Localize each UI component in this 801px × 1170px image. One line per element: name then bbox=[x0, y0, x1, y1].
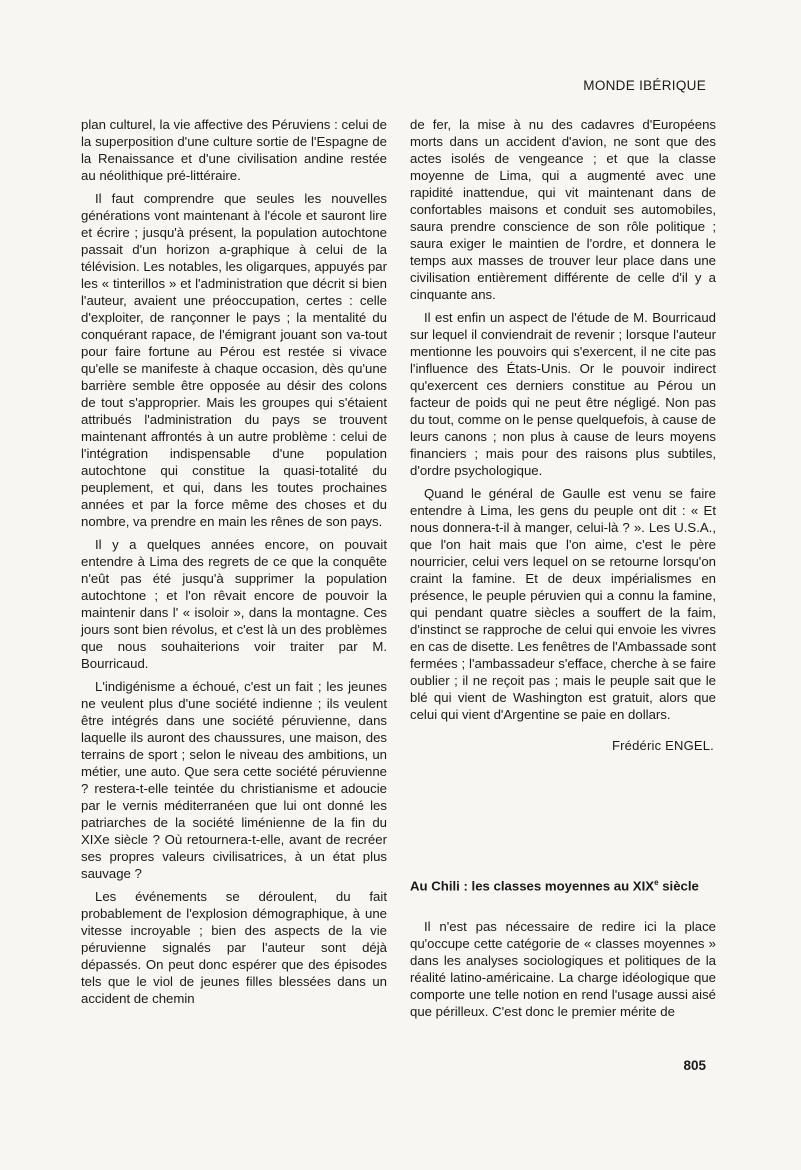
paragraph: plan culturel, la vie affective des Péruviens : celui de la superposition d'une culture sortie de l'Espagne de la Renaissance et d'une civilisation andine restée au néolithique pré-littéraire. bbox=[81, 117, 387, 183]
paragraph: Quand le général de Gaulle est venu se faire entendre à Lima, les gens du peuple ont dit : « Et nous donnera-t-il à manger, celui-là ? ». Les U.S.A., que l'on hait mais que l'on aime, c'est le père nourricier, celui vers lequel on se retourne lorsqu'on craint la famine. Et de deux impérialismes en présence, le peuple péruvien qui a connu la famine, qui pendant quatre siècles a souffert de la faim, d'instinct se rapproche de celui qui envoie les vivres en cas de disette. Les fenêtres de l'Ambassade sont fermées ; l'ambassadeur s'efface, cherche à se faire oublier ; il ne reçoit pas ; mais le peuple sait que le blé qui vient de Washington est gratuit, alors que celui qui vient d'Argentine se paie en dollars. bbox=[410, 486, 716, 722]
section-title-superscript: e bbox=[654, 878, 659, 887]
paragraph: de fer, la mise à nu des cadavres d'Européens morts dans un accident d'avion, ne sont que des actes isolés de vengeance ; et que la classe moyenne de Lima, qui a augmenté avec une rapidité inattendue, qui vit maintenant dans de confortables maisons et conduit ses automobiles, saura prendre conscience de son rôle politique ; saura exiger le maintien de l'ordre, et donnera le temps aux masses de trouver leur place dans une civilisation entièrement différente de celle d'il y a cinquante ans. bbox=[410, 117, 716, 302]
running-header: MONDE IBÉRIQUE bbox=[583, 78, 706, 93]
paragraph: Il n'est pas nécessaire de redire ici la place qu'occupe cette catégorie de « classes moyennes » dans les analyses sociologiques et politiques de la réalité latino-américaine. La charge idéologique que comporte une telle notion en rend l'usage aussi aisé que périlleux. C'est donc le premier mérite de bbox=[410, 919, 716, 1019]
paragraph: Il est enfin un aspect de l'étude de M. Bourricaud sur lequel il conviendrait de revenir ; lorsque l'auteur mentionne les pouvoirs qui s'exercent, il ne cite pas l'influence des États-Unis. Or le pouvoir indirect qu'exercent ces derniers constitue au Pérou un facteur de poids qui ne peut être négligé. Non pas du tout, comme on le pense quelquefois, à cause de leurs canons ; non plus à cause de leurs moyens financiers ; mais pour des raisons plus subtiles, d'ordre psychologique. bbox=[410, 310, 716, 478]
section-body bbox=[410, 918, 716, 1026]
paragraph: L'indigénisme a échoué, c'est un fait ; les jeunes ne veulent plus d'une société indienne ; ils veulent être intégrés dans une société péruvienne, dans laquelle ils auront des chaussures, une maison, des terrains de sport ; selon le niveau des ambitions, un métier, une auto. Que sera cette société péruvienne ? restera-t-elle teintée du christianisme et adoucie par le vernis méditerranéen que lui ont donné les patriarches de la société liménienne de la fin du XIXe siècle ? Où retournera-t-elle, avant de recréer ses propres valeurs civilisatrices, à un état plus sauvage ? bbox=[81, 679, 387, 881]
section-title-end: siècle bbox=[658, 878, 699, 894]
right-column bbox=[410, 116, 716, 754]
section-title bbox=[410, 875, 716, 894]
left-column bbox=[81, 116, 387, 1013]
section-title-text: Au Chili : les classes moyennes au XIX bbox=[410, 878, 655, 894]
paragraph: Il faut comprendre que seules les nouvelles générations vont maintenant à l'école et sauront lire et écrire ; jusqu'à présent, la population autochtone passait d'un horizon a-graphique à celui de la télévision. Les notables, les oligarques, appuyés par les « tinterillos » et l'administration que décrit si bien l'auteur, avaient une préoccupation, certes : celle d'exploiter, de rançonner le pays ; la mentalité du conquérant rapace, de l'émigrant jouant son va-tout pour faire fortune au Pérou est restée si vivace qu'elle se manifeste à chaque occasion, dès qu'une barrière semble être opposée au désir des colons de tout s'approprier. Mais les groupes qui s'étaient attribués l'administration du pays se trouvent maintenant affrontés à un autre problème : celui de l'intégration indispensable d'une population autochtone qui constitue la quasi-totalité du peuplement, et qui, dans les toutes prochaines années et par la force même des choses et du nombre, va prendre en main les rênes de son pays. bbox=[81, 191, 387, 529]
page-number: 805 bbox=[683, 1058, 706, 1073]
paragraph: Il y a quelques années encore, on pouvait entendre à Lima des regrets de ce que la conquête n'eût pas été jusqu'à supprimer la population autochtone ; et l'on rêvait encore de pouvoir la maintenir dans l' « isoloir », dans la montagne. Ces jours sont bien révolus, et c'est là un des problèmes que nous souhaiterions voir traiter par M. Bourricaud. bbox=[81, 537, 387, 671]
author-signature: Frédéric ENGEL. bbox=[612, 738, 714, 753]
paragraph: Les événements se déroulent, du fait probablement de l'explosion démographique, à une vitesse incroyable ; bien des aspects de la vie péruvienne signalés par l'auteur sont déjà dépassés. On peut donc espérer que des épisodes tels que le viol de jeunes filles blessées dans un accident de chemin bbox=[81, 889, 387, 1006]
